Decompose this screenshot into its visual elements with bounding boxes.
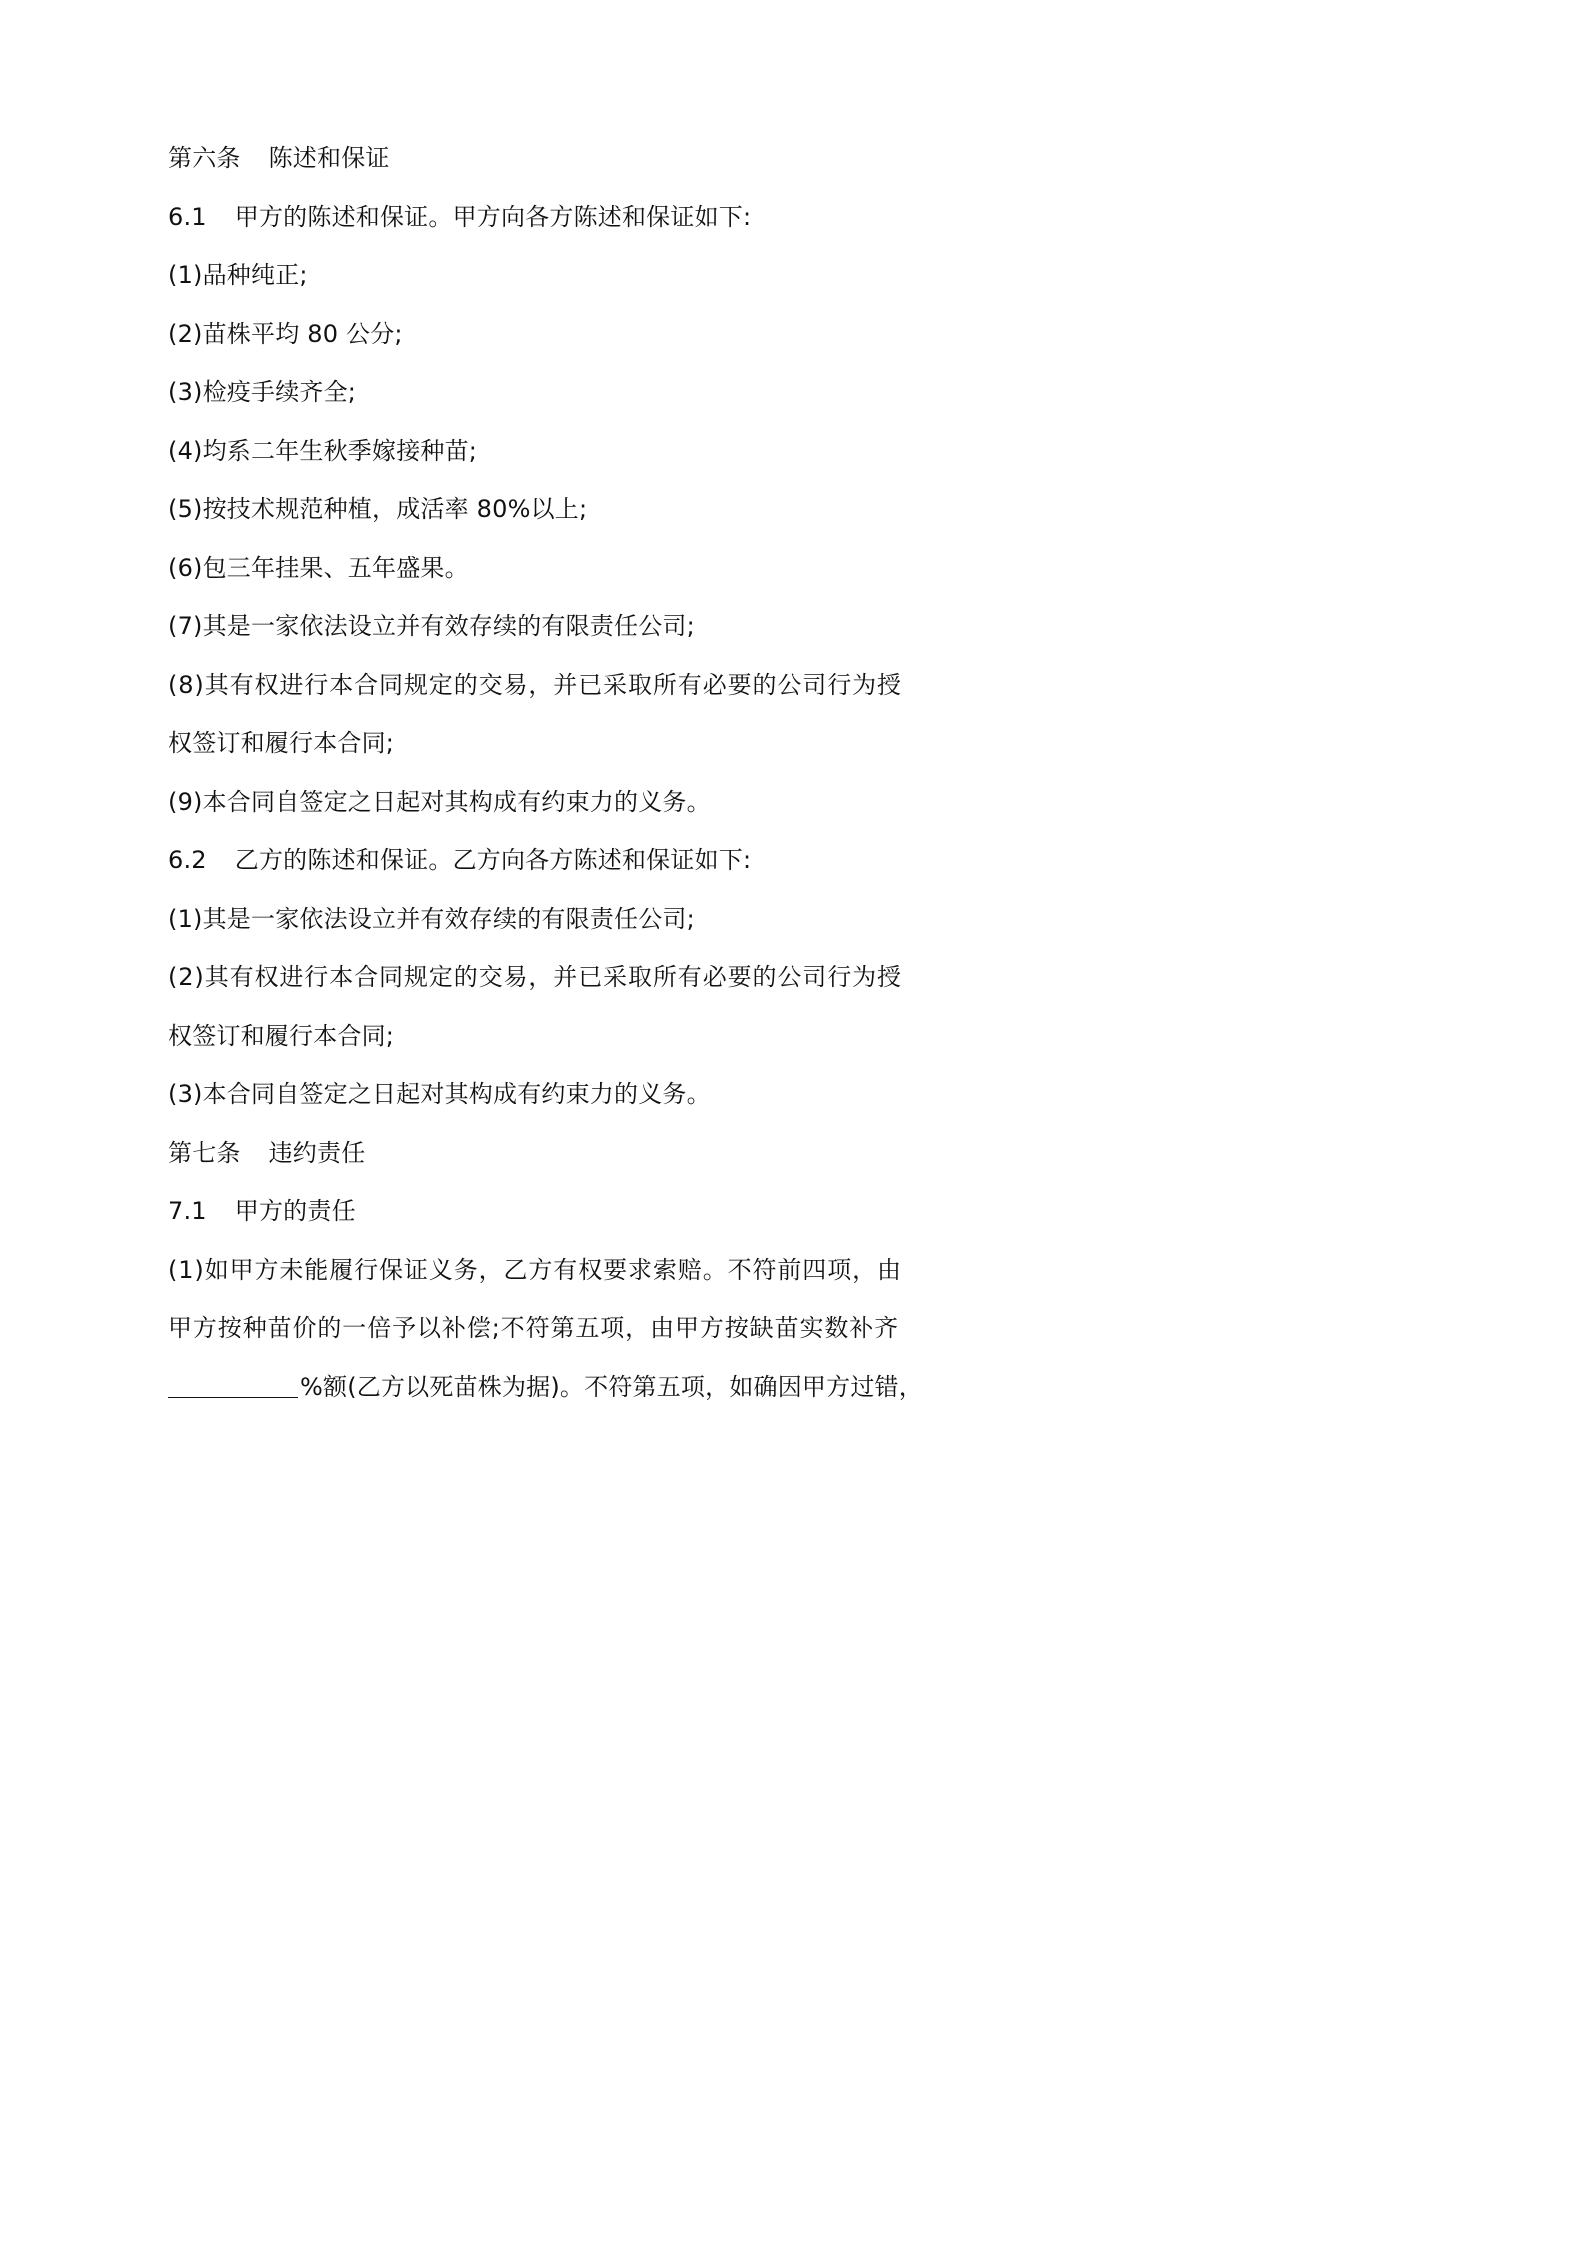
clause-line: (2)其有权进行本合同规定的交易，并已采取所有必要的公司行为授 xyxy=(168,963,902,991)
clause-line: (7)其是一家依法设立并有效存续的有限责任公司; xyxy=(168,612,695,640)
section-6-1-text: 甲方的陈述和保证。甲方向各方陈述和保证如下: xyxy=(234,202,752,231)
contract-body xyxy=(168,129,958,1416)
clause-line: (2)苗株平均 80 公分; xyxy=(168,319,403,348)
clause-line: (5)按技术规范种植，成活率 80%以上; xyxy=(168,495,588,523)
clause-line: (4)均系二年生秋季嫁接种苗; xyxy=(168,436,478,465)
document-page xyxy=(0,0,1116,1579)
clause-paragraph-line xyxy=(168,1358,958,1417)
section-6-2-heading xyxy=(168,831,958,890)
clause-line: (6)包三年挂果、五年盛果。 xyxy=(168,553,469,582)
clause-line: (3)本合同自签定之日起对其构成有约束力的义务。 xyxy=(168,1080,711,1108)
section-6-2-text: 乙方的陈述和保证。乙方向各方陈述和保证如下: xyxy=(234,846,752,874)
section-6-2-number: 6.2 xyxy=(168,846,207,874)
section-6-1-number: 6.1 xyxy=(168,202,207,231)
clause-paragraph-line: 甲方按种苗价的一倍予以补偿;不符第五项，由甲方按缺苗实数补齐 xyxy=(168,1314,900,1342)
section-6-1-heading xyxy=(168,188,958,247)
clause-line: (8)其有权进行本合同规定的交易，并已采取所有必要的公司行为授 xyxy=(168,670,902,699)
clause-line: (3)检疫手续齐全; xyxy=(168,378,357,406)
section-7-1-number: 7.1 xyxy=(168,1197,207,1225)
article-7-title: 违约责任 xyxy=(268,1138,366,1167)
clause-line: (1)品种纯正; xyxy=(168,261,308,289)
clause-paragraph-text: %额(乙方以死苗株为据)。不符第五项，如确因甲方过错， xyxy=(300,1372,923,1401)
section-7-1-text: 甲方的责任 xyxy=(234,1197,356,1225)
article-6-heading xyxy=(168,129,958,188)
article-7-number: 第七条 xyxy=(168,1138,241,1167)
clause-line-continued: 权签订和履行本合同; xyxy=(168,1021,395,1050)
section-7-1-heading xyxy=(168,1182,958,1241)
clause-line: (9)本合同自签定之日起对其构成有约束力的义务。 xyxy=(168,787,711,816)
clause-paragraph-line: (1)如甲方未能履行保证义务，乙方有权要求索赔。不符前四项，由 xyxy=(168,1255,902,1284)
fill-in-blank xyxy=(168,1373,298,1398)
article-7-heading xyxy=(168,1124,958,1183)
clause-line: (1)其是一家依法设立并有效存续的有限责任公司; xyxy=(168,904,695,933)
article-6-title: 陈述和保证 xyxy=(268,144,390,172)
article-6-number: 第六条 xyxy=(168,144,241,172)
clause-line-continued: 权签订和履行本合同; xyxy=(168,729,395,757)
